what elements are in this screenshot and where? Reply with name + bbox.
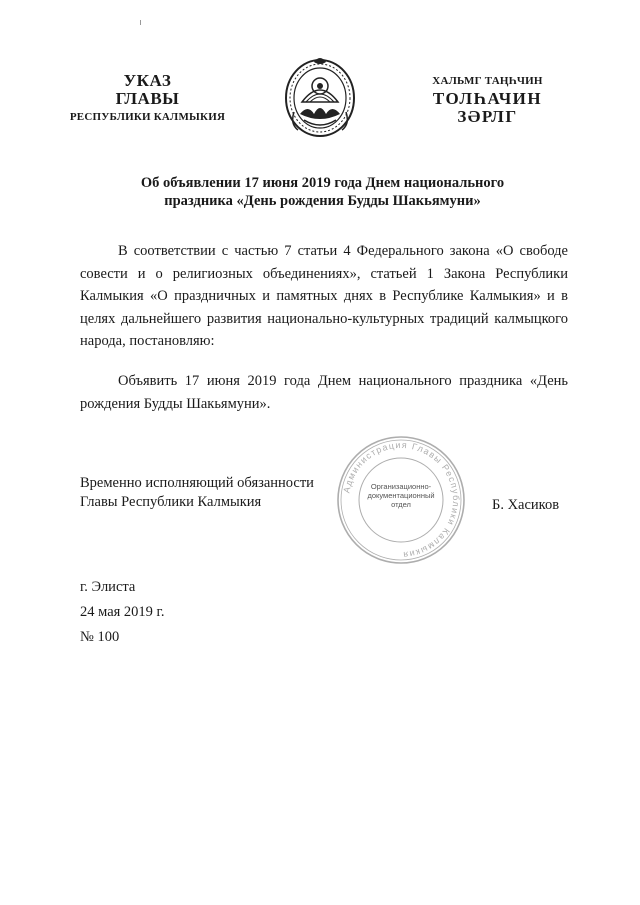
issue-city: г. Элиста: [80, 579, 136, 595]
header-left-line1: УКАЗ: [123, 71, 172, 90]
decree-number: № 100: [80, 629, 120, 645]
stamp-inner-line3: отдел: [391, 500, 411, 509]
stamp-inner-line1: Организационно-: [370, 482, 432, 491]
signatory-title-line1: Временно исполняющий обязанности: [80, 475, 314, 491]
signatory-title: [80, 474, 314, 512]
stamp-outer-text: Администрация Главы Республики Калмыкия: [341, 439, 462, 561]
scan-mark: [140, 20, 141, 25]
signatory-name: Б. Хасиков: [492, 497, 560, 513]
document-title-line1: Об объявлении 17 июня 2019 года Днем национального: [140, 175, 505, 191]
header-left: [60, 72, 235, 126]
signatory-title-line2: Главы Республики Калмыкия: [80, 494, 262, 510]
document-title: [95, 174, 550, 210]
document-title-line2: праздника «День рождения Будды Шакьямуни»: [164, 193, 481, 209]
header-right-line3: ЗӘРЛГ: [457, 107, 518, 126]
header-left-line3: РЕСПУБЛИКИ КАЛМЫКИЯ: [69, 111, 226, 123]
header-right-line1: ХАЛЬМГ ТАҢҺЧИН: [432, 75, 543, 87]
issue-date: 24 мая 2019 г.: [80, 604, 165, 620]
body-paragraph-2: Объявить 17 июня 2019 года Днем национального праздника «День рождения Будды Шакьямуни».: [80, 373, 568, 412]
body-paragraph-1: В соответствии с частью 7 статьи 4 Федерального закона «О свободе совести и о религиозных объединениях», статьей 1 Закона Республики Калмыкия «О праздничных и памятных днях в Республике Калмыкия» и в целях дальнейшего развития национально-культурных традиций калмыцкого народа, постановляю:: [80, 243, 568, 349]
header-left-line2: ГЛАВЫ: [115, 89, 180, 108]
stamp-inner-line2: документационный: [367, 491, 435, 500]
header-right: [405, 72, 570, 126]
kalmykia-coat-of-arms-icon: [280, 52, 360, 142]
header-right-line2: ТОЛҺАЧИН: [432, 89, 543, 108]
stamp-inner-text: [362, 482, 440, 509]
